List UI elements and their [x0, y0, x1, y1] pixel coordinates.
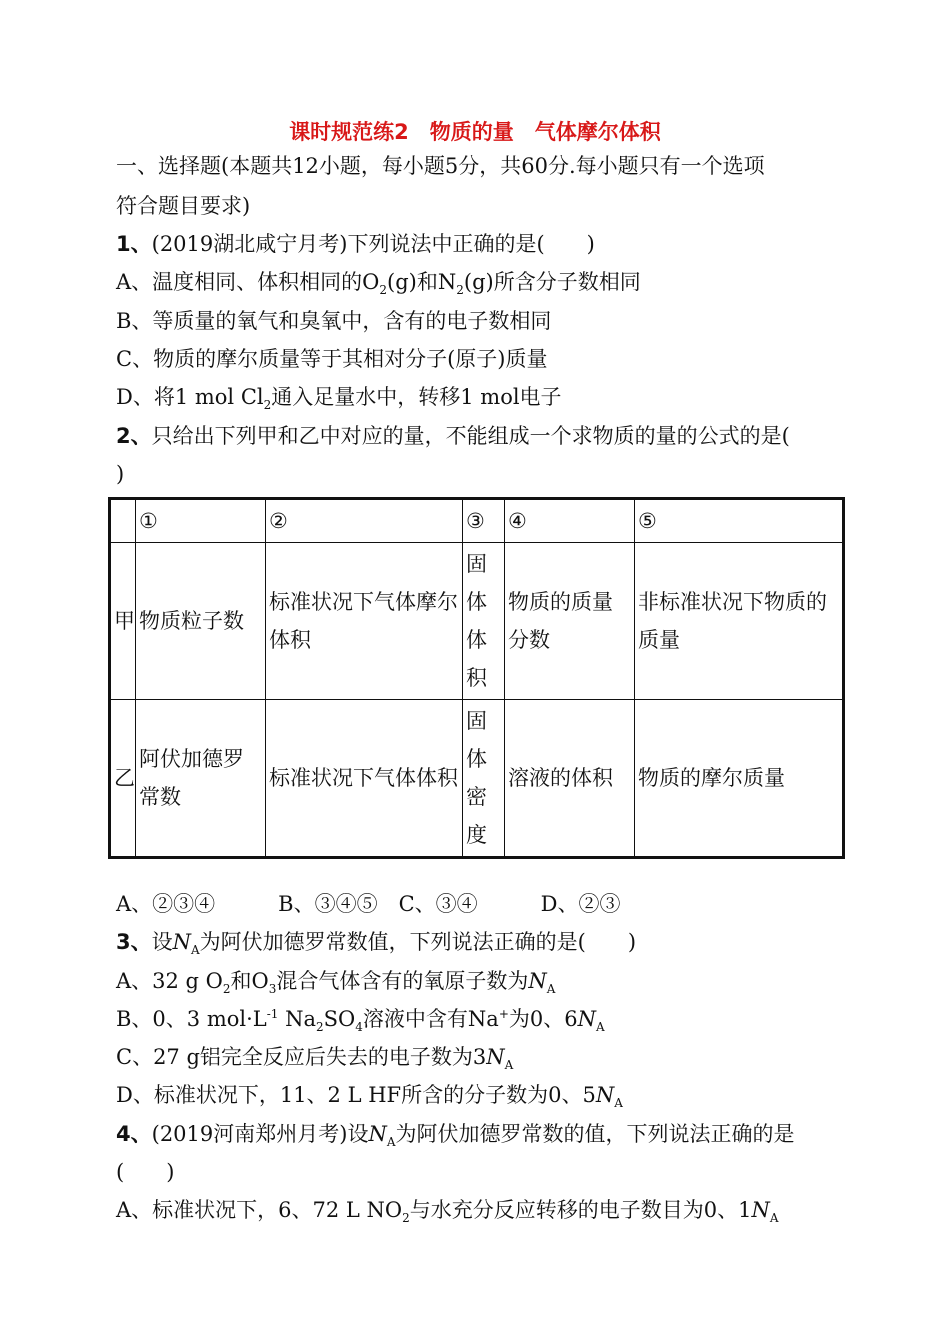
q3-option-d: D、标准状况下，11、2 L HF所含的分子数为0、$5N_A$: [116, 1083, 623, 1111]
question-number: 1、: [116, 232, 152, 256]
section-heading-cont: 符合题目要求): [116, 194, 251, 218]
q1-option-d: D、将1 mol $Cl_2$通入足量水中，转移1 mol电子: [116, 385, 562, 413]
table-cell: 固体密度: [463, 700, 505, 858]
table-row: [110, 543, 844, 700]
table-cell: ③: [463, 499, 505, 543]
table-cell: 物质的质量分数: [505, 543, 635, 700]
q2-options: A、②③④ B、③④⑤ C、③④ D、②③: [116, 892, 621, 916]
row-label: 甲: [110, 543, 136, 700]
table-cell: 物质的摩尔质量: [635, 700, 844, 858]
table-row: [110, 700, 844, 858]
q4-option-a: A、标准状况下，6、72 L $NO_2$与水充分反应转移的电子数目为0、$1N_A$: [116, 1198, 779, 1226]
table-cell: 物质粒子数: [136, 543, 266, 700]
table-cell: 标准状况下气体摩尔体积: [266, 543, 463, 700]
row-label: 乙: [110, 700, 136, 858]
q1-option-a: A、温度相同、体积相同的$O_2(g)$和$N_2(g)$所含分子数相同: [116, 270, 641, 298]
table-header-row: [110, 499, 844, 543]
question-3-stem: 3、设$N_A$为阿伏加德罗常数值，下列说法正确的是( ): [116, 930, 637, 958]
question-number: 3、: [116, 930, 152, 954]
page-title: 课时规范练2 物质的量 气体摩尔体积: [289, 120, 661, 144]
table-cell: 非标准状况下物质的质量: [635, 543, 844, 700]
question-number: 2、: [116, 424, 152, 448]
table-cell: ①: [136, 499, 266, 543]
table-cell: ②: [266, 499, 463, 543]
q3-option-a: A、32 g $O_2$和$O_3$混合气体含有的氧原子数为$N_A$: [116, 969, 556, 997]
table-cell: 标准状况下气体体积: [266, 700, 463, 858]
question-2-stem-cont: ): [116, 462, 125, 486]
table-cell: [110, 499, 136, 543]
q3-option-b: B、0、3 $mol\cdot L^{-1}$ $Na_2SO_4$溶液中含有Na+为0、$6N_A$: [116, 1007, 605, 1035]
question-2-stem: 2、只给出下列甲和乙中对应的量，不能组成一个求物质的量的公式的是(: [116, 424, 790, 448]
quantity-table: [108, 497, 845, 859]
question-number: 4、: [116, 1122, 152, 1146]
question-4-stem: 4、(2019河南郑州月考)设$N_A$为阿伏加德罗常数的值，下列说法正确的是: [116, 1122, 795, 1150]
table-cell: 溶液的体积: [505, 700, 635, 858]
question-4-stem-cont: ( ): [116, 1160, 175, 1184]
q1-option-b: B、等质量的氧气和臭氧中，含有的电子数相同: [116, 309, 552, 333]
q1-option-c: C、物质的摩尔质量等于其相对分子(原子)质量: [116, 347, 548, 371]
q3-option-c: C、27 g铝完全反应后失去的电子数为$3N_A$: [116, 1045, 514, 1073]
section-heading: 一、选择题(本题共12小题，每小题5分，共60分.每小题只有一个选项: [116, 154, 765, 178]
question-1-stem: 1、(2019湖北咸宁月考)下列说法中正确的是( ): [116, 232, 595, 256]
table-cell: ⑤: [635, 499, 844, 543]
table-cell: 固体体积: [463, 543, 505, 700]
table-cell: 阿伏加德罗常数: [136, 700, 266, 858]
table-cell: ④: [505, 499, 635, 543]
